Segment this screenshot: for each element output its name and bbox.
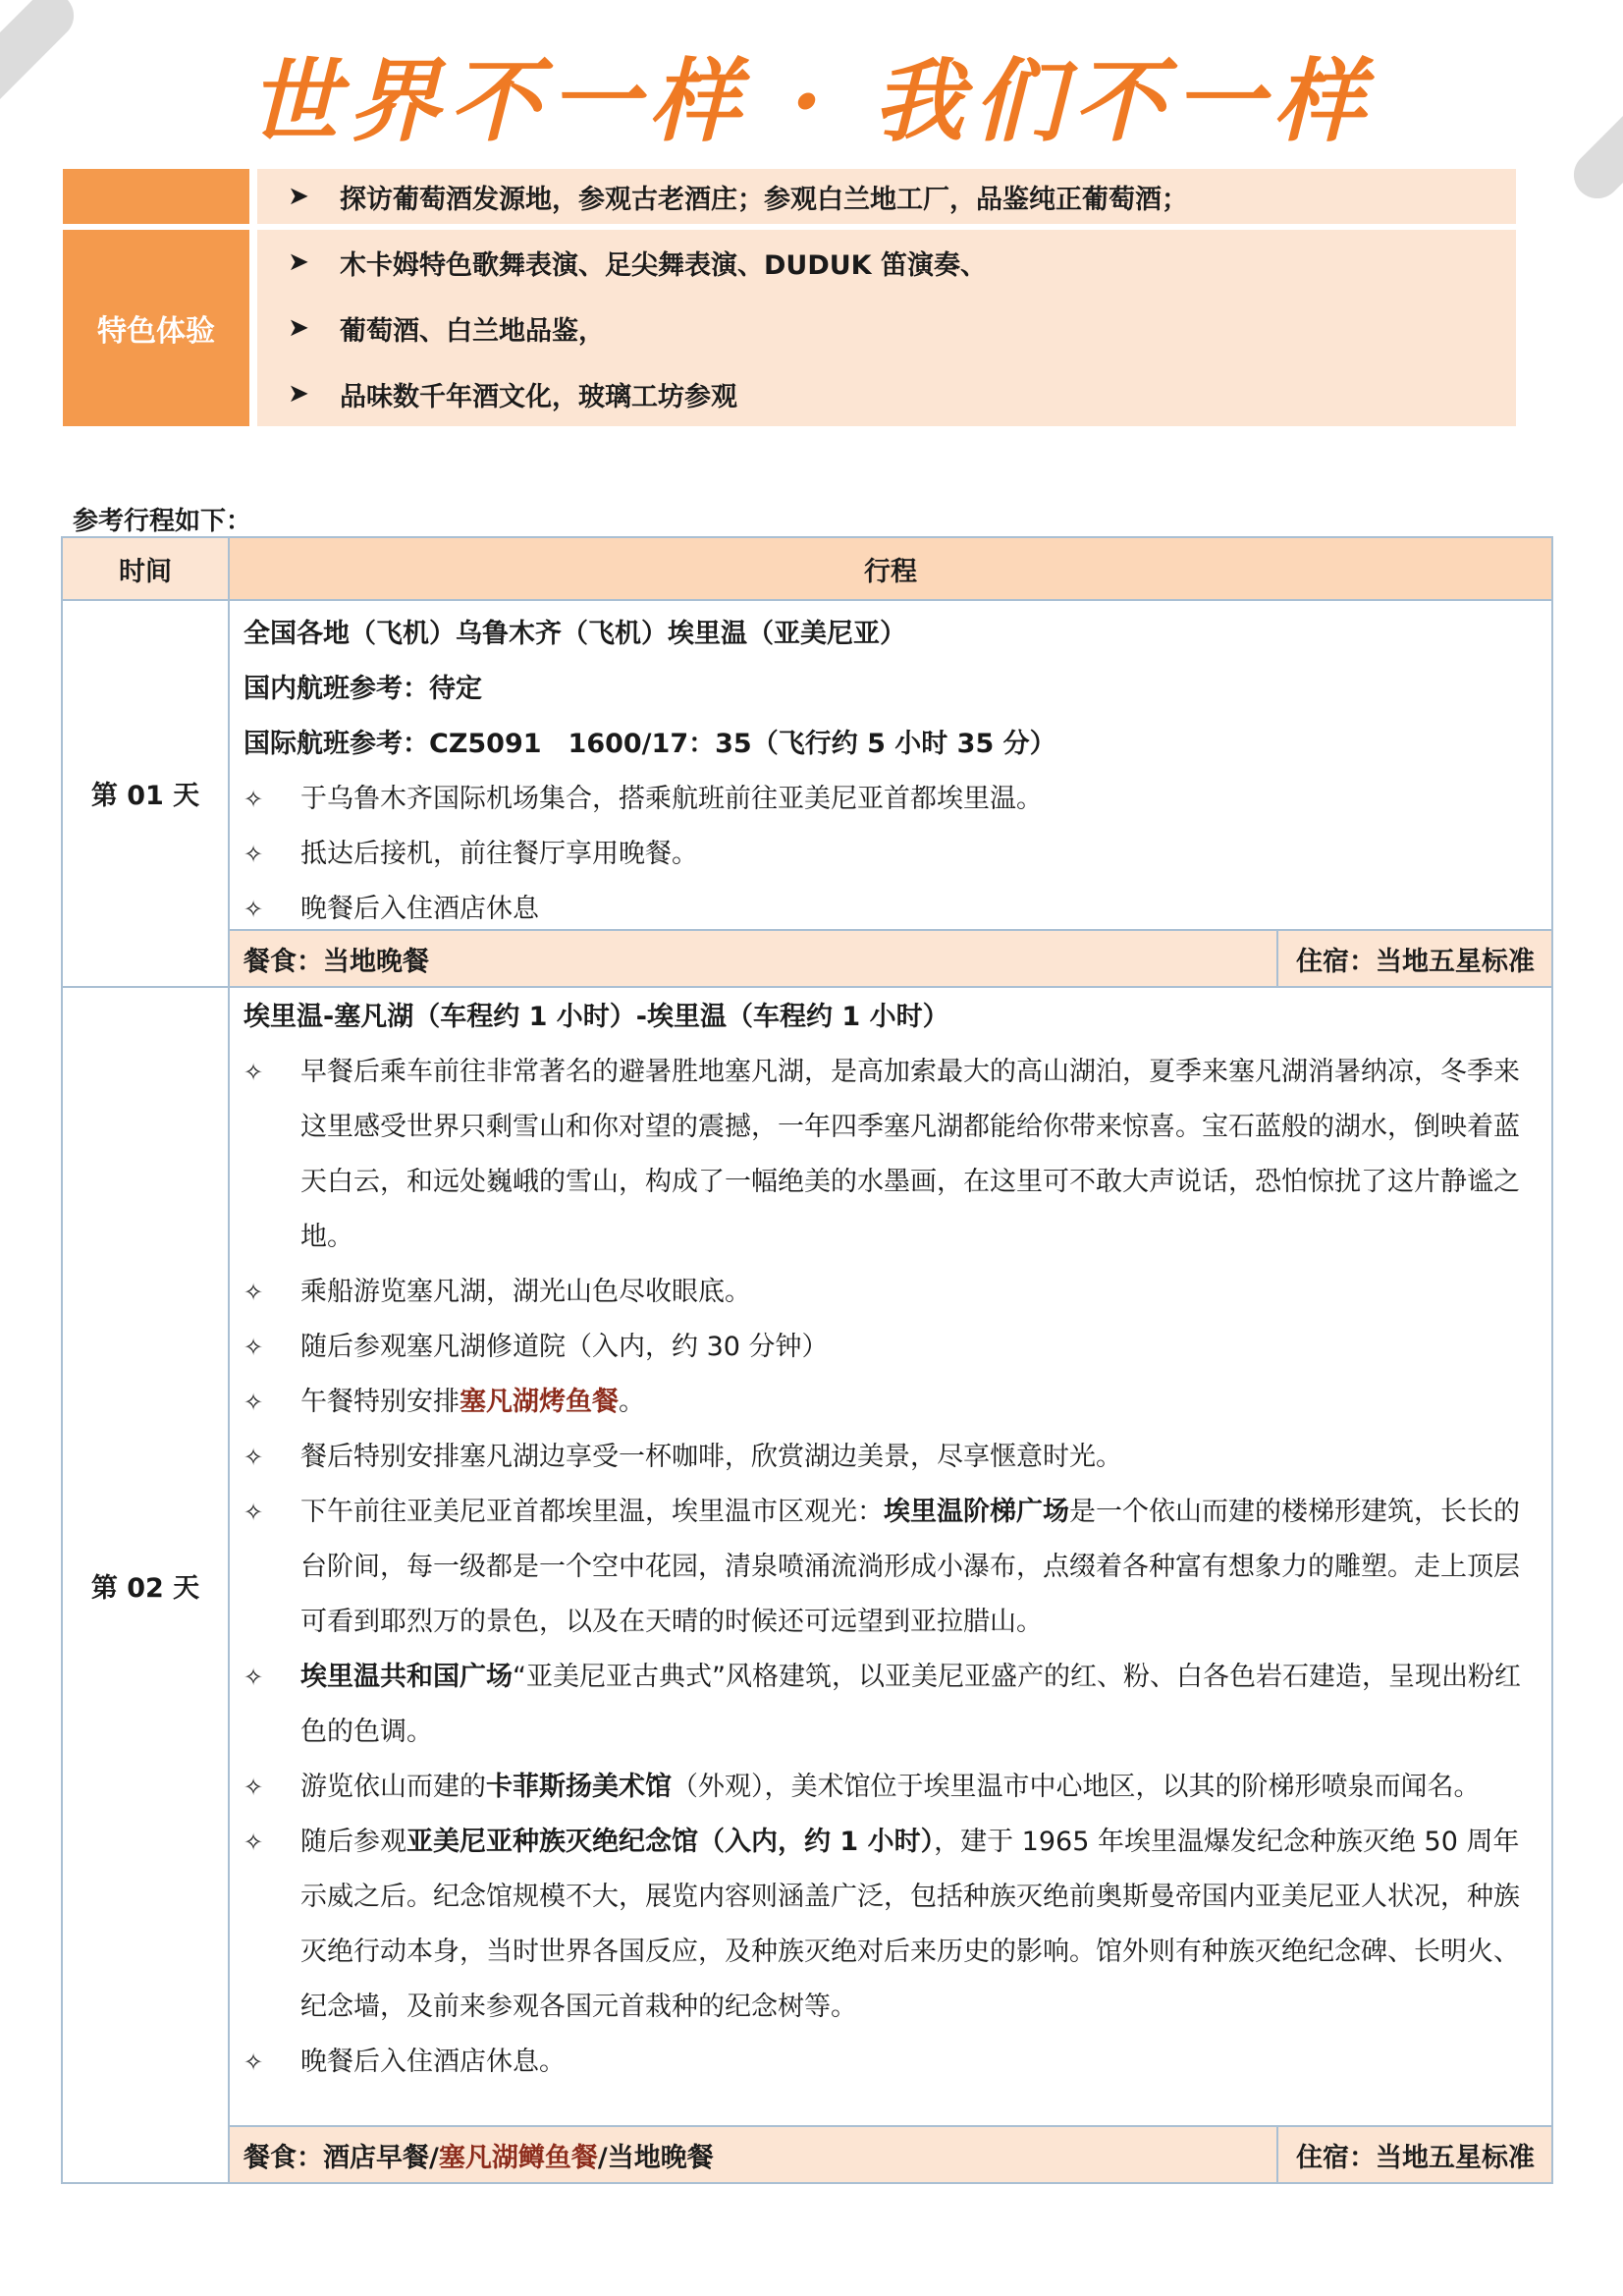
feature-item-text: 品味数千年酒文化，玻璃工坊参观 (340, 381, 737, 412)
list-item: ✧ 午餐特别安排塞凡湖烤鱼餐。 (243, 1375, 1540, 1430)
highlight-text: 塞凡湖烤鱼餐 (460, 1387, 619, 1417)
feature-item (257, 295, 1516, 361)
sparkle-icon: ✧ (243, 896, 264, 923)
feature-item (257, 361, 1516, 426)
day-02-meal-bar (230, 2127, 1551, 2182)
feature-block (63, 169, 1516, 426)
list-item: ✧ 游览依山而建的卡菲斯扬美术馆（外观），美术馆位于埃里温市中心地区，以其的阶梯形喷泉而闻名。 (243, 1760, 1540, 1815)
bold-text: 埃里温阶梯广场 (884, 1497, 1069, 1527)
feature-item-text: 木卡姆特色歌舞表演、足尖舞表演、DUDUK 笛演奏、 (340, 249, 987, 281)
list-item: ✧ 晚餐后入住酒店休息 (243, 882, 1540, 937)
sparkle-icon: ✧ (243, 1774, 264, 1801)
day-02-lodging: 住宿：当地五星标准 (1296, 2142, 1535, 2173)
day-01-lodging: 住宿：当地五星标准 (1296, 946, 1535, 977)
itinerary-table (61, 536, 1553, 2184)
sparkle-icon: ✧ (243, 1059, 264, 1086)
bold-text: 卡菲斯扬美术馆 (486, 1772, 672, 1802)
arrow-icon: ➤ (288, 313, 309, 343)
arrow-icon: ➤ (288, 379, 309, 409)
list-item: ✧ 随后参观塞凡湖修道院（入内，约 30 分钟） (243, 1320, 1540, 1375)
list-item: ✧ 抵达后接机，前往餐厅享用晚餐。 (243, 827, 1540, 882)
day-02-plan (243, 990, 1540, 2090)
sparkle-icon: ✧ (243, 1444, 264, 1471)
arrow-icon: ➤ (288, 182, 309, 211)
sparkle-icon: ✧ (243, 1499, 264, 1526)
day-label-01: 第 01 天 (90, 780, 200, 811)
day-01-meal-bar (230, 931, 1551, 986)
list-item: ✧ 餐后特别安排塞凡湖边享受一杯咖啡，欣赏湖边美景，尽享惬意时光。 (243, 1430, 1540, 1485)
sparkle-icon: ✧ (243, 841, 264, 868)
list-item: ✧ 下午前往亚美尼亚首都埃里温，埃里温市区观光：埃里温阶梯广场是一个依山而建的楼梯形建筑，长长的台阶间，每一级都是一个空中花园，清泉喷涌流淌形成小瀑布，点缀着各种富有想象力的雕塑。走上顶层可看到耶烈万的景色，以及在天晴的时候还可远望到亚拉腊山。 (243, 1485, 1540, 1650)
list-item: ✧ 早餐后乘车前往非常著名的避暑胜地塞凡湖，是高加索最大的高山湖泊，夏季来塞凡湖消暑纳凉，冬季来这里感受世界只剩雪山和你对望的震撼，一年四季塞凡湖都能给你带来惊喜。宝石蓝般的湖水，倒映着蓝天白云，和远处巍峨的雪山，构成了一幅绝美的水墨画，在这里可不敢大声说话，恐怕惊扰了这片静谧之地。 (243, 1045, 1540, 1265)
list-item: ✧ 晚餐后入住酒店休息。 (243, 2035, 1540, 2090)
sparkle-icon: ✧ (243, 1829, 264, 1856)
row-divider (63, 599, 1551, 601)
feature-label-top-cell (63, 169, 249, 224)
row-divider (63, 986, 1551, 988)
day-02-meals: 餐食：酒店早餐/ 塞凡湖鳟鱼餐 /当地晚餐 (243, 2127, 714, 2182)
sparkle-icon: ✧ (243, 1279, 264, 1306)
arrow-icon: ➤ (288, 247, 309, 277)
sparkle-icon: ✧ (243, 1334, 264, 1361)
column-header-plan: 行程 (230, 538, 1551, 599)
feature-item-text: 探访葡萄酒发源地，参观古老酒庄；参观白兰地工厂，品鉴纯正葡萄酒； (340, 184, 1188, 215)
feature-item (257, 230, 1516, 295)
list-item: ✧ 埃里温共和国广场“亚美尼亚古典式”风格建筑，以亚美尼亚盛产的红、粉、白各色岩石建造，呈现出粉红色的色调。 (243, 1650, 1540, 1760)
day-label-02: 第 02 天 (90, 1572, 200, 1604)
day-01-plan (243, 607, 1540, 937)
feature-item (257, 169, 1516, 224)
day-01-meals: 餐食：当地晚餐 (243, 946, 429, 977)
sparkle-icon: ✧ (243, 1664, 264, 1691)
day-01-route: 全国各地（飞机）乌鲁木齐（飞机）埃里温（亚美尼亚） (243, 619, 906, 649)
column-divider (228, 538, 230, 2182)
sparkle-icon: ✧ (243, 2049, 264, 2076)
day-01-domestic-flight: 国内航班参考：待定 (243, 674, 482, 704)
feature-label: 特色体验 (63, 230, 249, 426)
list-item: ✧ 于乌鲁木齐国际机场集合，搭乘航班前往亚美尼亚首都埃里温。 (243, 772, 1540, 827)
sparkle-icon: ✧ (243, 1389, 264, 1416)
meal-divider (1276, 2127, 1278, 2182)
list-item: ✧ 乘船游览塞凡湖，湖光山色尽收眼底。 (243, 1265, 1540, 1320)
day-02-route: 埃里温-塞凡湖（车程约 1 小时）-埃里温（车程约 1 小时） (243, 1002, 949, 1032)
list-item: ✧ 随后参观亚美尼亚种族灭绝纪念馆（入内，约 1 小时），建于 1965 年埃里温爆发纪念种族灭绝 50 周年示威之后。纪念馆规模不大，展览内容则涵盖广泛，包括种族灭绝前奥斯曼帝国内亚美尼亚人状况，种族灭绝行动本身，当时世界各国反应，及种族灭绝对后来历史的影响。馆外则有种族灭绝纪念碑、长明火、纪念墙，及前来参观各国元首栽种的纪念树等。 (243, 1815, 1540, 2035)
day-01-intl-flight: 国际航班参考：CZ5091 1600/17：35（飞行约 5 小时 35 分） (243, 729, 1056, 759)
sparkle-icon: ✧ (243, 786, 264, 813)
bold-text: 亚美尼亚种族灭绝纪念馆（入内，约 1 小时） (406, 1827, 935, 1857)
meal-divider (1276, 931, 1278, 986)
highlight-text: 塞凡湖鳟鱼餐 (438, 2142, 598, 2173)
feature-item-text: 葡萄酒、白兰地品鉴， (340, 315, 605, 347)
itinerary-heading: 参考行程如下： (73, 507, 252, 536)
page-title: 世界不一样 · 我们不一样 (248, 48, 1375, 154)
column-header-time: 时间 (63, 538, 228, 599)
bold-text: 埃里温共和国广场 (300, 1662, 513, 1692)
